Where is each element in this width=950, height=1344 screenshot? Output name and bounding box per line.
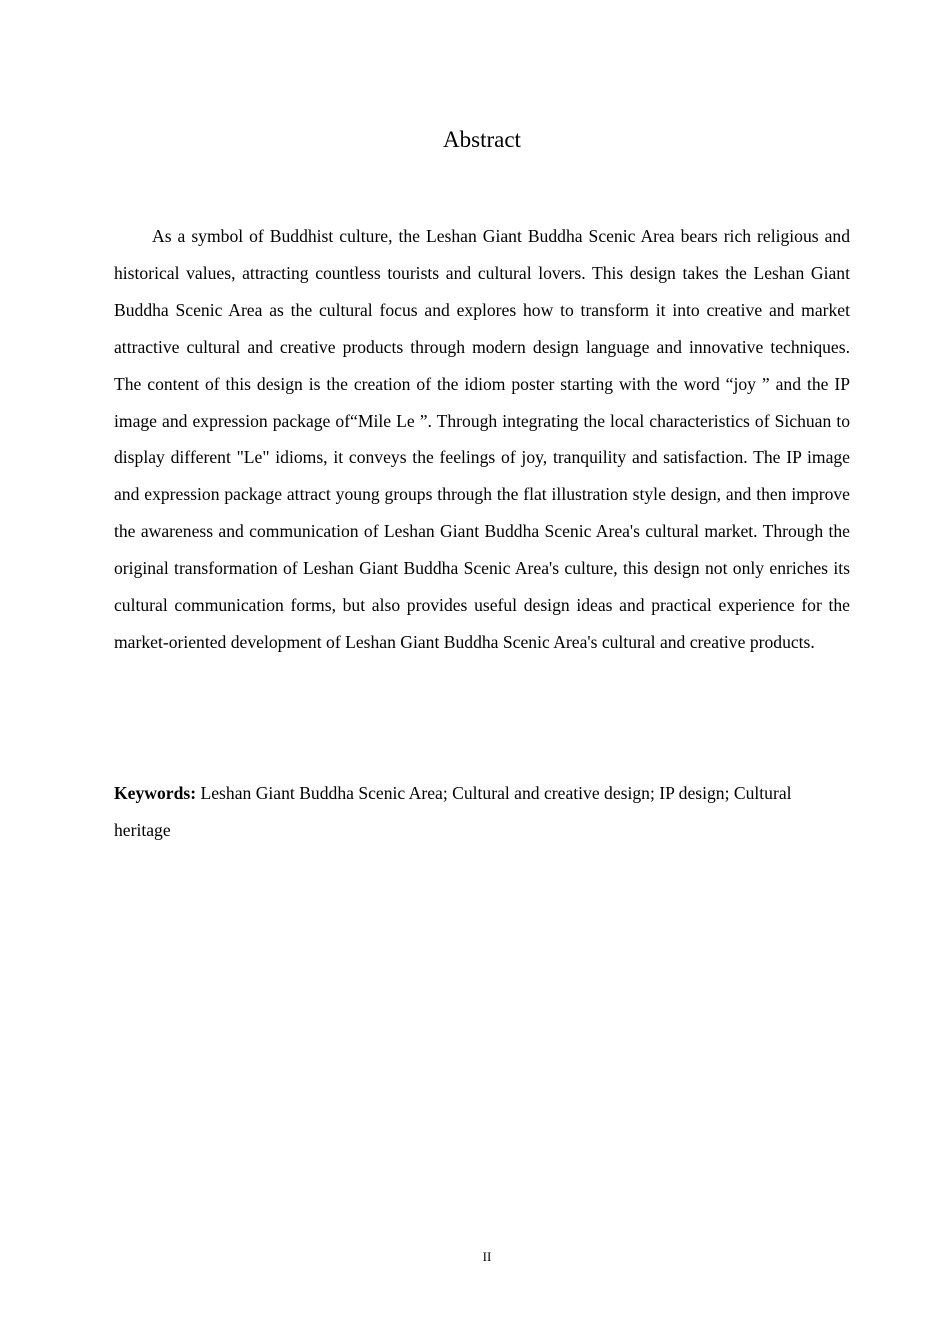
keywords-label: Keywords: [114,783,197,803]
keywords-text: Leshan Giant Buddha Scenic Area; Cultural and creative design; IP design; Cultural heritage [114,783,792,840]
keywords-line [114,775,850,848]
abstract-paragraph: As a symbol of Buddhist culture, the Leshan Giant Buddha Scenic Area bears rich religious and historical values, attracting countless tourists and cultural lovers. This design takes the Leshan Giant Buddha Scenic Area as the cultural focus and explores how to transform it into creative and market attractive cultural and creative products through modern design language and innovative techniques. The content of this design is the creation of the idiom poster starting with the word “joy ” and the IP image and expression package of“Mile Le ”. Through integrating the local characteristics of Sichuan to display different "Le" idioms, it conveys the feelings of joy, tranquility and satisfaction. The IP image and expression package attract young groups through the flat illustration style design, and then improve the awareness and communication of Leshan Giant Buddha Scenic Area's cultural market. Through the original transformation of Leshan Giant Buddha Scenic Area's culture, this design not only enriches its cultural communication forms, but also provides useful design ideas and practical experience for the market-oriented development of Leshan Giant Buddha Scenic Area's cultural and creative products. [114,226,850,652]
page-number: II [482,1249,492,1264]
page-title: Abstract [443,127,521,152]
